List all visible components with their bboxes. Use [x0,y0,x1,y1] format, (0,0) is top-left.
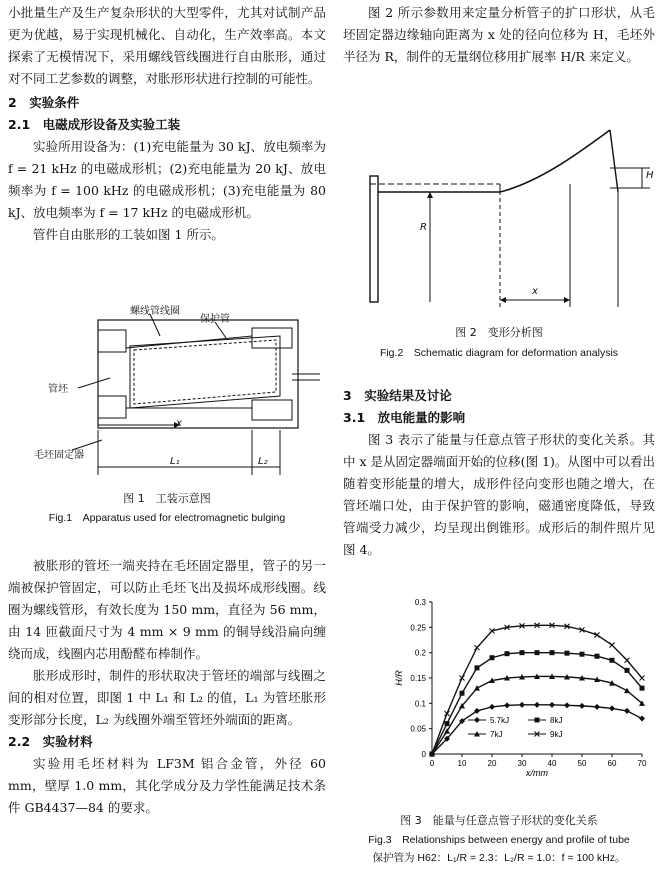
legend-marker-8kJ [535,718,540,723]
legend-label-8kJ: 8kJ [550,716,563,725]
series-line-5.7kJ [432,705,642,754]
y-tick-label: 0 [421,750,426,759]
data-point-5.7kJ [609,705,615,711]
section-2-2-heading: 2.2 实验材料 [8,734,93,749]
x-tick-label: 50 [577,759,587,768]
data-point-8kJ [505,651,510,656]
figure-3-caption-cn: 图 3 能量与任意点管子形状的变化关系 [400,814,598,827]
y-tick-label: 0.1 [414,699,426,709]
data-point-5.7kJ [534,702,540,708]
data-point-8kJ [580,652,585,657]
data-point-8kJ [445,721,450,726]
figure-3-caption-en: Fig.3 Relationships between energy and profile of tube [368,834,630,846]
fixture-paragraph: 管件自由胀形的工装如图 1 所示。 [33,227,224,242]
data-point-5.7kJ [504,702,510,708]
y-tick-label: 0.05 [410,724,426,734]
x-tick-label: 40 [547,759,557,768]
data-point-7kJ [474,685,480,691]
series-line-7kJ [432,676,642,754]
left-column-lower [8,555,326,819]
figure-2 [360,112,660,312]
data-point-8kJ [535,650,540,655]
legend-label-7kJ: 7kJ [490,730,503,739]
x-tick-label: 70 [637,759,647,768]
blank-label: 管坯 [48,384,68,395]
x-tick-label: 30 [517,759,527,768]
right-column-lower [343,385,655,561]
figure-1-caption-en: Fig.1 Apparatus used for electromagnetic bulging [48,512,286,524]
data-point-5.7kJ [579,703,585,709]
clamp-paragraph: 被胀形的管坯一端夹持在毛坯固定器里，管子的另一端被保护管固定，可以防止毛坯飞出及损坏成形线圈。线圈为螺线管形，有效长度为 150 mm，直径为 56 mm，由 14 匝截面尺寸为 4 mm × 9 mm 的铜导线沿扁向缠绕而成，线圈内芯用酚醛布棒制作。 [8,558,326,661]
fig2-x-label: x [532,286,538,297]
data-point-5.7kJ [549,702,555,708]
data-point-8kJ [490,655,495,660]
x-tick-label: 0 [429,759,435,768]
y-tick-label: 0.3 [414,598,426,607]
fig1-x-label: x [176,418,182,429]
data-point-5.7kJ [639,716,645,722]
x-tick-label: 10 [457,759,467,768]
y-tick-label: 0.15 [410,674,426,683]
data-point-7kJ [624,688,630,694]
data-point-8kJ [610,658,615,663]
figure-1-caption-cn: 图 1 工装示意图 [123,492,211,505]
data-point-8kJ [640,686,645,691]
L2-label: L₂ [258,456,268,467]
legend-label-9kJ: 9kJ [550,730,563,739]
material-paragraph: 实验用毛坯材料为 LF3M 铝合金管，外径 60 mm，壁厚 1.0 mm，其化学成分及力学性能满足技术条件 GB4437—84 的要求。 [8,756,326,815]
protect-tube-label: 保护管 [200,314,230,325]
equipment-paragraph: 实验所用设备为：(1)充电能量为 30 kJ、放电频率为 f = 21 kHz 的电磁成形机；(2)充电能量为 20 kJ、放电频率为 f = 100 kHz 的电磁成形机；(3)充电能量为 80 kJ、放电频率为 f = 17 kHz 的电磁成形机。 [8,139,326,220]
x-axis-label: x/mm [526,768,548,778]
fig2-R-label: R [420,222,427,233]
legend-label-5.7kJ: 5.7kJ [490,716,510,725]
figure-2-drawing [360,112,660,312]
data-point-9kJ [475,645,480,650]
data-point-8kJ [520,650,525,655]
data-point-9kJ [640,676,645,681]
data-point-8kJ [595,654,600,659]
right-column [343,2,655,68]
fig2-H-label: H [646,170,654,181]
section-2-heading: 2 实验条件 [8,95,80,110]
section-3-heading: 3 实验结果及讨论 [343,388,452,403]
data-point-5.7kJ [489,704,495,710]
data-point-9kJ [610,643,615,648]
data-point-5.7kJ [594,704,600,710]
data-point-5.7kJ [564,702,570,708]
data-point-5.7kJ [624,708,630,714]
x-tick-label: 20 [487,759,497,768]
L1-label: L₁ [170,456,180,467]
coil-label: 螺线管线圈 [130,306,180,317]
data-point-8kJ [475,665,480,670]
position-paragraph: 胀形成形时，制件的形状取决于管坯的端部与线圈之间的相对位置，即图 1 中 L₁ 和 L₂ 的值，L₁ 为管坯胀形变形部分长度，L₂ 为线圈外端至管坯外端面的距离。 [8,668,326,727]
left-column [8,2,326,246]
legend-marker-5.7kJ [474,717,480,723]
figure-3-chart [380,590,655,790]
section-2-1-heading: 2.1 电磁成形设备及实验工装 [8,117,181,132]
fig2-intro-paragraph: 图 2 所示参数用来定量分析管子的扩口形状，从毛坯固定器边缘轴向距离为 x 处的径向位移为 H，毛坯外半径为 R，制件的无量纲位移用扩展率 H/R 来定义。 [343,5,655,64]
figure-2-caption-cn: 图 2 变形分析图 [455,326,543,339]
figure-3-note: 保护管为 H62：L₁/R = 2.3：L₂/R = 1.0：f = 100 kHz。 [372,852,626,864]
data-point-5.7kJ [519,702,525,708]
data-point-9kJ [625,658,630,663]
figure-2-caption-en: Fig.2 Schematic diagram for deformation analysis [379,347,619,359]
y-tick-label: 0.2 [414,648,426,658]
section-3-1-heading: 3.1 放电能量的影响 [343,410,466,425]
energy-paragraph: 图 3 表示了能量与任意点管子形状的变化关系。其中 x 是从固定器端面开始的位移(图 1)。从图中可以看出随着变形能量的增大，成形件径向变形也随之增大，在管坯端口处，由于保护管的影响，磁通密度降低，导致管端受力减少，均呈现出倒锥形。成形后的制件照片见图 4。 [343,432,655,557]
figure-1 [30,300,320,480]
data-point-8kJ [625,668,630,673]
x-tick-label: 60 [607,759,617,768]
fixer-label: 毛坯固定器 [34,450,84,461]
y-tick-label: 0.25 [410,623,426,633]
data-point-8kJ [460,691,465,696]
data-point-8kJ [565,651,570,656]
data-point-8kJ [550,650,555,655]
intro-paragraph: 小批量生产及生产复杂形状的大型零件，尤其对试制产品更为优越，易于实现机械化、自动化，生产效率高。本文探索了无模情况下，采用螺线管线圈进行自由胀形，通过对不同工艺参数的调整，对胀形形状进行控制的可能性。 [8,5,326,86]
y-axis-label: H/R [394,670,404,686]
figure-3 [380,590,655,790]
